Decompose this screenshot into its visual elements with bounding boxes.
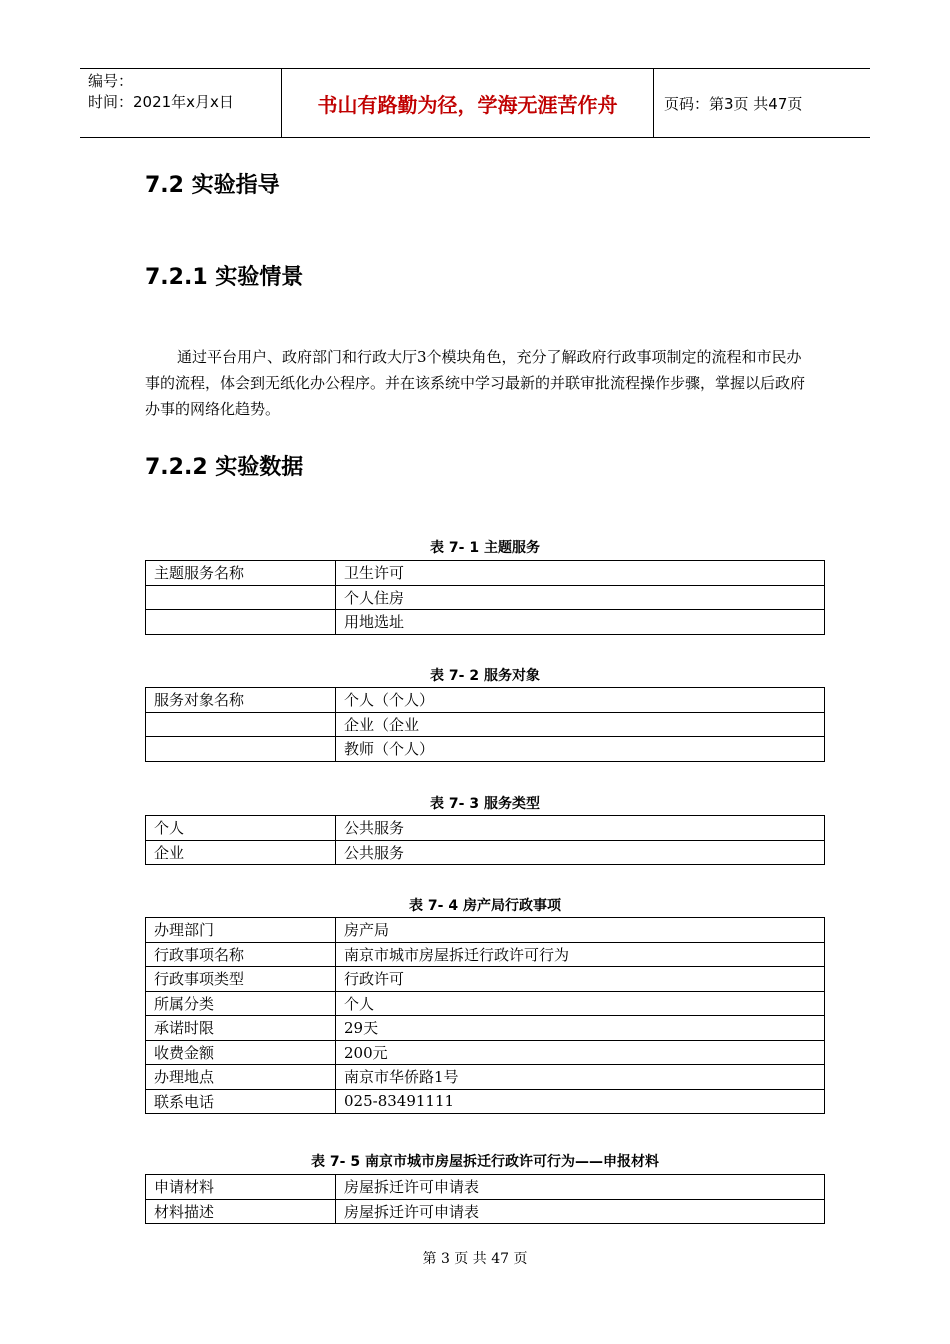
table-cell: 企业 [146,840,336,865]
table-cell [146,737,336,762]
theme-service-table [145,560,825,635]
table-cell: 房屋拆迁许可申请表 [336,1175,825,1200]
table-row [146,816,825,841]
table-cell: 联系电话 [146,1089,336,1114]
table-row [146,942,825,967]
table-row [146,737,825,762]
table-caption: 表 7- 3 服务类型 [430,796,540,812]
table-row [146,967,825,992]
header-motto: 书山有路勤为径，学海无涯苦作舟 [282,69,654,137]
table-cell: 服务对象名称 [146,688,336,713]
section-heading-7-2-1: 7.2.1 实验情景 [145,265,304,290]
table-row [146,1016,825,1041]
table-cell: 办理部门 [146,918,336,943]
table-cell: 企业（企业 [336,712,825,737]
table-cell: 房产局 [336,918,825,943]
section-heading-7-2-2: 7.2.2 实验数据 [145,455,304,480]
table-row [146,1175,825,1200]
table-cell: 南京市华侨路1号 [336,1065,825,1090]
table-caption: 表 7- 2 服务对象 [430,668,540,684]
table-row [146,688,825,713]
table-cell: 个人 [336,991,825,1016]
intro-paragraph: 通过平台用户、政府部门和行政大厅3个模块角色，充分了解政府行政事项制定的流程和市民办事的流程，体会到无纸化办公程序。并在该系统中学习最新的并联审批流程操作步骤，掌握以后政府办事的网络化趋势。 [145,348,806,418]
housing-bureau-items-table [145,917,825,1114]
table-cell: 行政许可 [336,967,825,992]
table-cell: 公共服务 [336,816,825,841]
table-cell: 承诺时限 [146,1016,336,1041]
table-cell: 办理地点 [146,1065,336,1090]
table-row [146,712,825,737]
table-row [146,991,825,1016]
table-cell: 个人住房 [336,585,825,610]
table-caption: 表 7- 1 主题服务 [430,540,540,556]
table-cell: 房屋拆迁许可申请表 [336,1199,825,1224]
table-cell: 200元 [336,1040,825,1065]
table-cell: 申请材料 [146,1175,336,1200]
table-cell: 所属分类 [146,991,336,1016]
service-type-table [145,815,825,865]
table-row [146,840,825,865]
table-cell: 行政事项名称 [146,942,336,967]
page-header [80,68,870,138]
table-cell: 收费金额 [146,1040,336,1065]
header-page-info: 页码：第3页 共47页 [664,94,803,113]
table-caption: 表 7- 5 南京市城市房屋拆迁行政许可行为——申报材料 [311,1154,659,1170]
table-cell: 主题服务名称 [146,561,336,586]
section-heading-7-2: 7.2 实验指导 [145,173,280,198]
table-row [146,585,825,610]
table-cell: 材料描述 [146,1199,336,1224]
table-cell: 教师（个人） [336,737,825,762]
table-row [146,610,825,635]
table-cell: 公共服务 [336,840,825,865]
table-cell: 个人 [146,816,336,841]
table-row [146,561,825,586]
service-target-table [145,687,825,762]
table-row [146,1089,825,1114]
table-cell [146,610,336,635]
table-row [146,1199,825,1224]
table-row [146,1040,825,1065]
table-cell: 025-83491111 [336,1089,825,1114]
table-row [146,1065,825,1090]
table-cell: 用地选址 [336,610,825,635]
table-cell [146,712,336,737]
header-meta [80,69,282,137]
table-cell: 南京市城市房屋拆迁行政许可行为 [336,942,825,967]
table-cell: 行政事项类型 [146,967,336,992]
number-label: 编号： [88,72,134,90]
table-cell: 卫生许可 [336,561,825,586]
table-caption: 表 7- 4 房产局行政事项 [409,898,561,914]
table-cell [146,585,336,610]
application-materials-table [145,1174,825,1224]
table-cell: 个人（个人） [336,688,825,713]
page-footer: 第 3 页 共 47 页 [422,1251,528,1267]
table-row [146,918,825,943]
time-label: 时间：2021年x月x日 [88,93,234,111]
table-cell: 29天 [336,1016,825,1041]
